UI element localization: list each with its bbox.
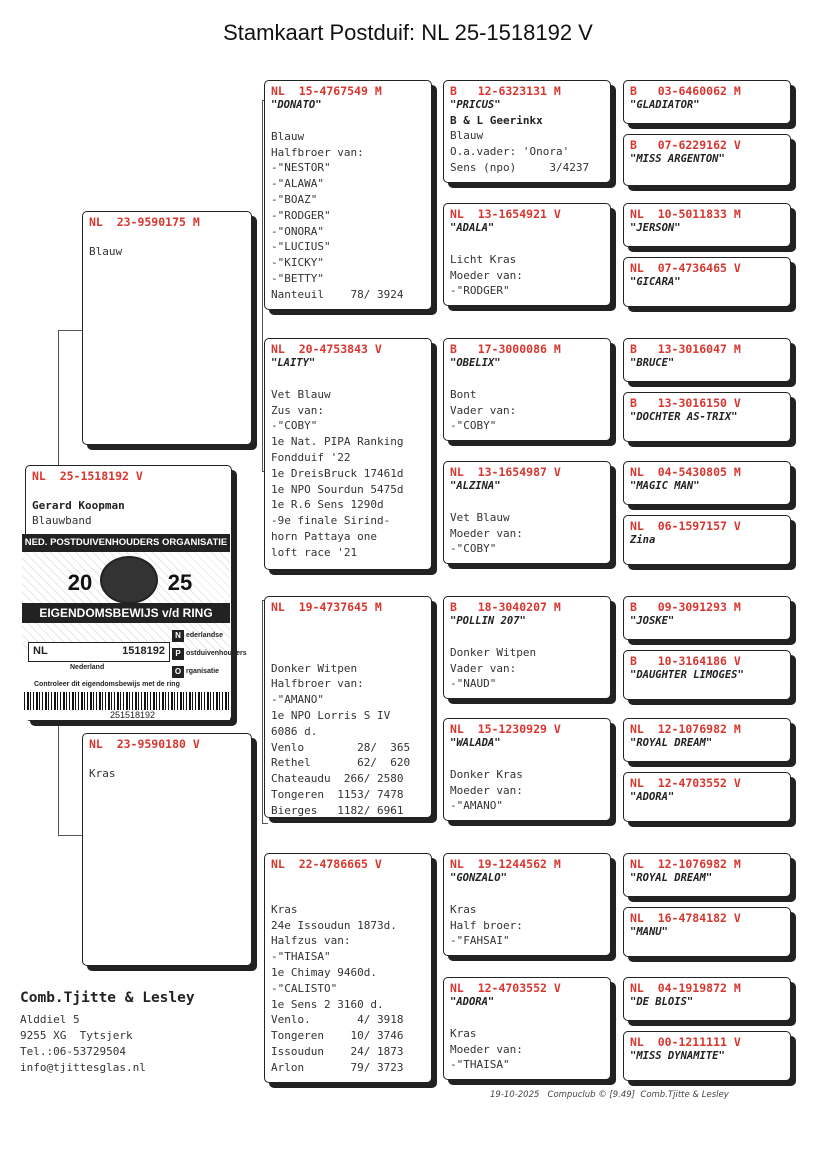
- pedigree-line: Bont: [450, 387, 477, 401]
- ancestor-card: [623, 515, 791, 565]
- great-grandparent-card: [443, 853, 611, 956]
- great-grandparent-card: [443, 977, 611, 1080]
- pedigree-line: 1e Sens 2 3160 d.: [271, 997, 384, 1011]
- pedigree-line: -"LUCIUS": [271, 240, 331, 254]
- ancestor-card: [623, 718, 791, 762]
- pedigree-ring: B 03-6460062 M: [630, 84, 741, 98]
- pedigree-ring: NL 16-4784182 V: [630, 911, 741, 925]
- pedigree-line: 1e DreisBruck 17461d: [271, 466, 404, 480]
- grandparent-card: [264, 80, 432, 310]
- pedigree-line: -"CALISTO": [271, 981, 338, 995]
- subject-owner: Gerard Koopman: [32, 499, 125, 512]
- pedigree-line: [450, 371, 604, 387]
- pedigree-name: "GICARA": [630, 276, 681, 288]
- pedigree-ring: B 10-3164186 V: [630, 654, 741, 668]
- ancestor-card: [623, 392, 791, 442]
- pedigree-line: -"THAISA": [450, 1058, 510, 1072]
- pedigree-ring: B 17-3000086 M: [450, 342, 561, 356]
- ancestor-card: [623, 461, 791, 505]
- pedigree-ring: NL 12-4703552 V: [630, 776, 741, 790]
- pedigree-line: [271, 886, 425, 902]
- pedigree-line: Venlo. 4/ 3918: [271, 1013, 404, 1027]
- pedigree-line: Sens (npo) 3/4237: [450, 160, 590, 174]
- pedigree-line: [450, 236, 604, 252]
- npo-word: ederlandse: [186, 632, 223, 639]
- certificate-number: 1518192: [122, 645, 165, 657]
- owner-block: [20, 990, 195, 1076]
- great-grandparent-card: [443, 718, 611, 821]
- pedigree-line: 6086 d.: [271, 724, 318, 738]
- pedigree-name: "JERSON": [630, 222, 681, 234]
- pedigree-line: Moeder van:: [450, 526, 523, 540]
- pedigree-line: -"AMANO": [450, 799, 503, 813]
- pedigree-line: Kras: [89, 767, 116, 780]
- pedigree-ring: NL 13-1654987 V: [450, 465, 561, 479]
- pedigree-line: Halfbroer van:: [271, 677, 364, 691]
- pedigree-name: "DONATO": [271, 99, 322, 111]
- certificate-header: NED. POSTDUIVENHOUDERS ORGANISATIE: [22, 534, 230, 552]
- pedigree-name: "JOSKE": [630, 615, 675, 627]
- pedigree-ring: NL 23-9590175 M: [89, 215, 200, 229]
- pedigree-line: -"ALAWA": [271, 177, 324, 191]
- pedigree-line: Venlo 28/ 365: [271, 740, 411, 754]
- pedigree-line: [450, 1010, 604, 1026]
- pedigree-name: [271, 871, 425, 886]
- pedigree-ring: NL 19-4737645 M: [271, 600, 382, 614]
- certificate-year-right: 25: [167, 570, 193, 595]
- pedigree-line: Issoudun 24/ 1873: [271, 1044, 404, 1058]
- great-grandparent-card: [443, 596, 611, 699]
- pedigree-line: -"KICKY": [271, 256, 324, 270]
- pedigree-ring: NL 19-1244562 M: [450, 857, 561, 871]
- pedigree-line: [271, 629, 425, 645]
- pedigree-line: Arlon 79/ 3723: [271, 1060, 404, 1074]
- pedigree-name: Zina: [630, 534, 656, 546]
- pedigree-name: "MAGIC MAN": [630, 480, 700, 492]
- pedigree-line: [271, 371, 425, 387]
- ancestor-card: [623, 338, 791, 382]
- pedigree-ring: NL 04-5430805 M: [630, 465, 741, 479]
- pedigree-line: -"ONORA": [271, 224, 324, 238]
- pedigree-line: [450, 494, 604, 510]
- pedigree-line: -"RODGER": [271, 208, 331, 222]
- great-grandparent-card: [443, 461, 611, 564]
- pedigree-line: Blauw: [89, 245, 123, 258]
- pedigree-ring: NL 00-1211111 V: [630, 1035, 741, 1049]
- pedigree-name: "ROYAL DREAM": [630, 737, 713, 749]
- pedigree-line: 24e Issoudun 1873d.: [271, 918, 397, 932]
- pedigree-line: Bierges 1182/ 6961: [271, 803, 404, 817]
- npo-word: ostduivenhouders: [186, 650, 247, 657]
- pedigree-line: Blauw: [271, 129, 305, 143]
- ancestor-card: [623, 853, 791, 897]
- certificate-note: Controleer dit eigendomsbewijs met de ring: [34, 681, 180, 688]
- footer-credit: 19-10-2025 Compuclub © [9.49] Comb.Tjitte & Lesley: [490, 1090, 729, 1100]
- great-grandparent-card: [443, 203, 611, 306]
- pedigree-ring: NL 04-1919872 M: [630, 981, 741, 995]
- pedigree-name: "DOCHTER AS-TRIX": [630, 411, 738, 423]
- npo-emblem-icon: [100, 556, 158, 604]
- owner-postcode: 9255 XG Tytsjerk: [20, 1029, 133, 1042]
- pedigree-line: Tongeren 10/ 3746: [271, 1029, 404, 1043]
- pedigree-ring: NL 12-1076982 M: [630, 857, 741, 871]
- pedigree-line: Moeder van:: [450, 268, 523, 282]
- pedigree-line: -"THAISA": [271, 950, 331, 964]
- pedigree-line: Kras: [271, 902, 298, 916]
- pedigree-line: Rethel 62/ 620: [271, 756, 411, 770]
- pedigree-line: -"NAUD": [450, 677, 497, 691]
- pedigree-name: "ADORA": [450, 996, 495, 1008]
- certificate-country: NL: [33, 645, 48, 657]
- pedigree-line: Fondduif '22: [271, 450, 351, 464]
- pedigree-name: "OBELIX": [450, 357, 501, 369]
- pedigree-line: Vet Blauw: [271, 387, 331, 401]
- pedigree-ring: NL 15-1230929 V: [450, 722, 561, 736]
- pedigree-line: Vet Blauw: [450, 510, 510, 524]
- certificate-nederland: Nederland: [70, 664, 105, 671]
- pedigree-line: Chateaudu 266/ 2580: [271, 772, 404, 786]
- pedigree-line: -"AMANO": [271, 693, 324, 707]
- pedigree-name: [271, 614, 425, 629]
- owner-name: Comb.Tjitte & Lesley: [20, 990, 195, 1006]
- pedigree-line: Kras: [450, 902, 477, 916]
- pedigree-line: -"BOAZ": [271, 192, 318, 206]
- pedigree-ring: NL 20-4753843 V: [271, 342, 382, 356]
- owner-email[interactable]: info@tjittesglas.nl: [20, 1061, 146, 1074]
- pedigree-name: "BRUCE": [630, 357, 675, 369]
- pedigree-line: Donker Kras: [450, 767, 523, 781]
- sire-card: [82, 211, 252, 445]
- pedigree-line: 1e R.6 Sens 1290d: [271, 498, 384, 512]
- pedigree-ring: NL 23-9590180 V: [89, 737, 200, 751]
- pedigree-line: Blauw: [450, 129, 484, 142]
- pedigree-name: "GLADIATOR": [630, 99, 700, 111]
- pedigree-line: -"BETTY": [271, 271, 324, 285]
- pedigree-name: "MANU": [630, 926, 668, 938]
- pedigree-line: [450, 886, 604, 902]
- ancestor-card: [623, 650, 791, 700]
- ancestor-card: [623, 907, 791, 957]
- pedigree-ring: NL 22-4786665 V: [271, 857, 382, 871]
- pedigree-line: -"COBY": [450, 542, 497, 556]
- pedigree-line: [271, 645, 425, 661]
- pedigree-line: Zus van:: [271, 403, 324, 417]
- ancestor-card: [623, 203, 791, 247]
- npo-letter: P: [172, 648, 184, 660]
- npo-letter: N: [172, 630, 184, 642]
- pedigree-name: "LAITY": [271, 357, 316, 369]
- pedigree-name: "DE BLOIS": [630, 996, 694, 1008]
- ownership-certificate: [22, 534, 247, 720]
- pedigree-line: loft race '21: [271, 545, 358, 559]
- barcode-number: 251518192: [110, 710, 156, 720]
- great-grandparent-card: [443, 80, 611, 183]
- pedigree-line: 1e NPO Lorris S IV: [271, 708, 391, 722]
- pedigree-line: 1e Nat. PIPA Ranking: [271, 435, 404, 449]
- grandparent-card: [264, 338, 432, 570]
- pedigree-line: Half broer:: [450, 918, 523, 932]
- pedigree-name: "ADALA": [450, 222, 495, 234]
- npo-word: rganisatie: [186, 668, 220, 675]
- pedigree-name: "PRICUS": [450, 99, 501, 111]
- pedigree-ring: NL 13-1654921 V: [450, 207, 561, 221]
- pedigree-line: Nanteuil 78/ 3924: [271, 287, 404, 301]
- pedigree-ring: NL 06-1597157 V: [630, 519, 741, 533]
- pedigree-name: "GONZALO": [450, 872, 507, 884]
- pedigree-line: [271, 113, 425, 129]
- npo-letter: O: [172, 666, 184, 678]
- ancestor-card: [623, 977, 791, 1021]
- ancestor-card: [623, 596, 791, 640]
- pedigree-name: "ALZINA": [450, 480, 501, 492]
- pedigree-line: Donker Witpen: [450, 645, 537, 659]
- grandparent-card: [264, 853, 432, 1083]
- page-title: Stamkaart Postduif: NL 25-1518192 V: [223, 20, 593, 45]
- pedigree-breeder: B & L Geerinkx: [450, 114, 543, 127]
- ancestor-card: [623, 1031, 791, 1081]
- pedigree-line: -"COBY": [271, 419, 318, 433]
- pedigree-line: -"COBY": [450, 419, 497, 433]
- pedigree-ring: B 07-6229162 V: [630, 138, 741, 152]
- pedigree-line: O.a.vader: 'Onora': [450, 144, 570, 158]
- pedigree-ring: NL 10-5011833 M: [630, 207, 741, 221]
- pedigree-line: -"RODGER": [450, 284, 510, 298]
- pedigree-ring: NL 15-4767549 M: [271, 84, 382, 98]
- ancestor-card: [623, 257, 791, 307]
- great-grandparent-card: [443, 338, 611, 441]
- pedigree-line: Kras: [450, 1026, 477, 1040]
- certificate-year-left: 20: [67, 570, 93, 595]
- pedigree-line: Vader van:: [450, 661, 517, 675]
- pedigree-line: [450, 629, 604, 645]
- pedigree-name: "WALADA": [450, 737, 501, 749]
- ancestor-card: [623, 134, 791, 186]
- pedigree-line: Tongeren 1153/ 7478: [271, 787, 404, 801]
- pedigree-line: Moeder van:: [450, 783, 523, 797]
- pedigree-name: "DAUGHTER LIMOGES": [630, 669, 744, 681]
- certificate-ring-box: [28, 642, 170, 662]
- pedigree-line: Vader van:: [450, 403, 517, 417]
- owner-address: Alddiel 5: [20, 1013, 80, 1026]
- dam-card: [82, 733, 252, 966]
- pedigree-line: Halfbroer van:: [271, 145, 364, 159]
- pedigree-ring: B 12-6323131 M: [450, 84, 561, 98]
- pedigree-ring: NL 12-4703552 V: [450, 981, 561, 995]
- barcode-graphic: [24, 692, 230, 710]
- pedigree-line: -"NESTOR": [271, 161, 331, 175]
- pedigree-ring: B 13-3016150 V: [630, 396, 741, 410]
- subject-ring: NL 25-1518192 V: [32, 469, 143, 483]
- pedigree-ring: NL 07-4736465 V: [630, 261, 741, 275]
- pedigree-line: -9e finale Sirind-: [271, 514, 391, 528]
- subject-color: Blauwband: [32, 514, 92, 527]
- pedigree-line: -"FAHSAI": [450, 934, 510, 948]
- pedigree-ring: B 13-3016047 M: [630, 342, 741, 356]
- pedigree-ring: NL 12-1076982 M: [630, 722, 741, 736]
- ancestor-card: [623, 772, 791, 822]
- pedigree-name: "ADORA": [630, 791, 675, 803]
- pedigree-line: Moeder van:: [450, 1042, 523, 1056]
- pedigree-line: 1e Chimay 9460d.: [271, 965, 377, 979]
- pedigree-ring: B 09-3091293 M: [630, 600, 741, 614]
- certificate-band: EIGENDOMSBEWIJS v/d RING: [22, 603, 230, 623]
- pedigree-line: [450, 751, 604, 767]
- pedigree-line: horn Pattaya one: [271, 529, 377, 543]
- owner-phone: Tel.:06-53729504: [20, 1045, 126, 1058]
- pedigree-line: Donker Witpen: [271, 661, 358, 675]
- pedigree-name: "MISS ARGENTON": [630, 153, 725, 165]
- pedigree-ring: B 18-3040207 M: [450, 600, 561, 614]
- ancestor-card: [623, 80, 791, 124]
- pedigree-name: "MISS DYNAMITE": [630, 1050, 725, 1062]
- pedigree-line: Licht Kras: [450, 252, 517, 266]
- pedigree-line: Halfzus van:: [271, 934, 351, 948]
- pedigree-name: "POLLIN 207": [450, 615, 526, 627]
- pedigree-line: 1e NPO Sourdun 5475d: [271, 482, 404, 496]
- pedigree-name: "ROYAL DREAM": [630, 872, 713, 884]
- grandparent-card: [264, 596, 432, 818]
